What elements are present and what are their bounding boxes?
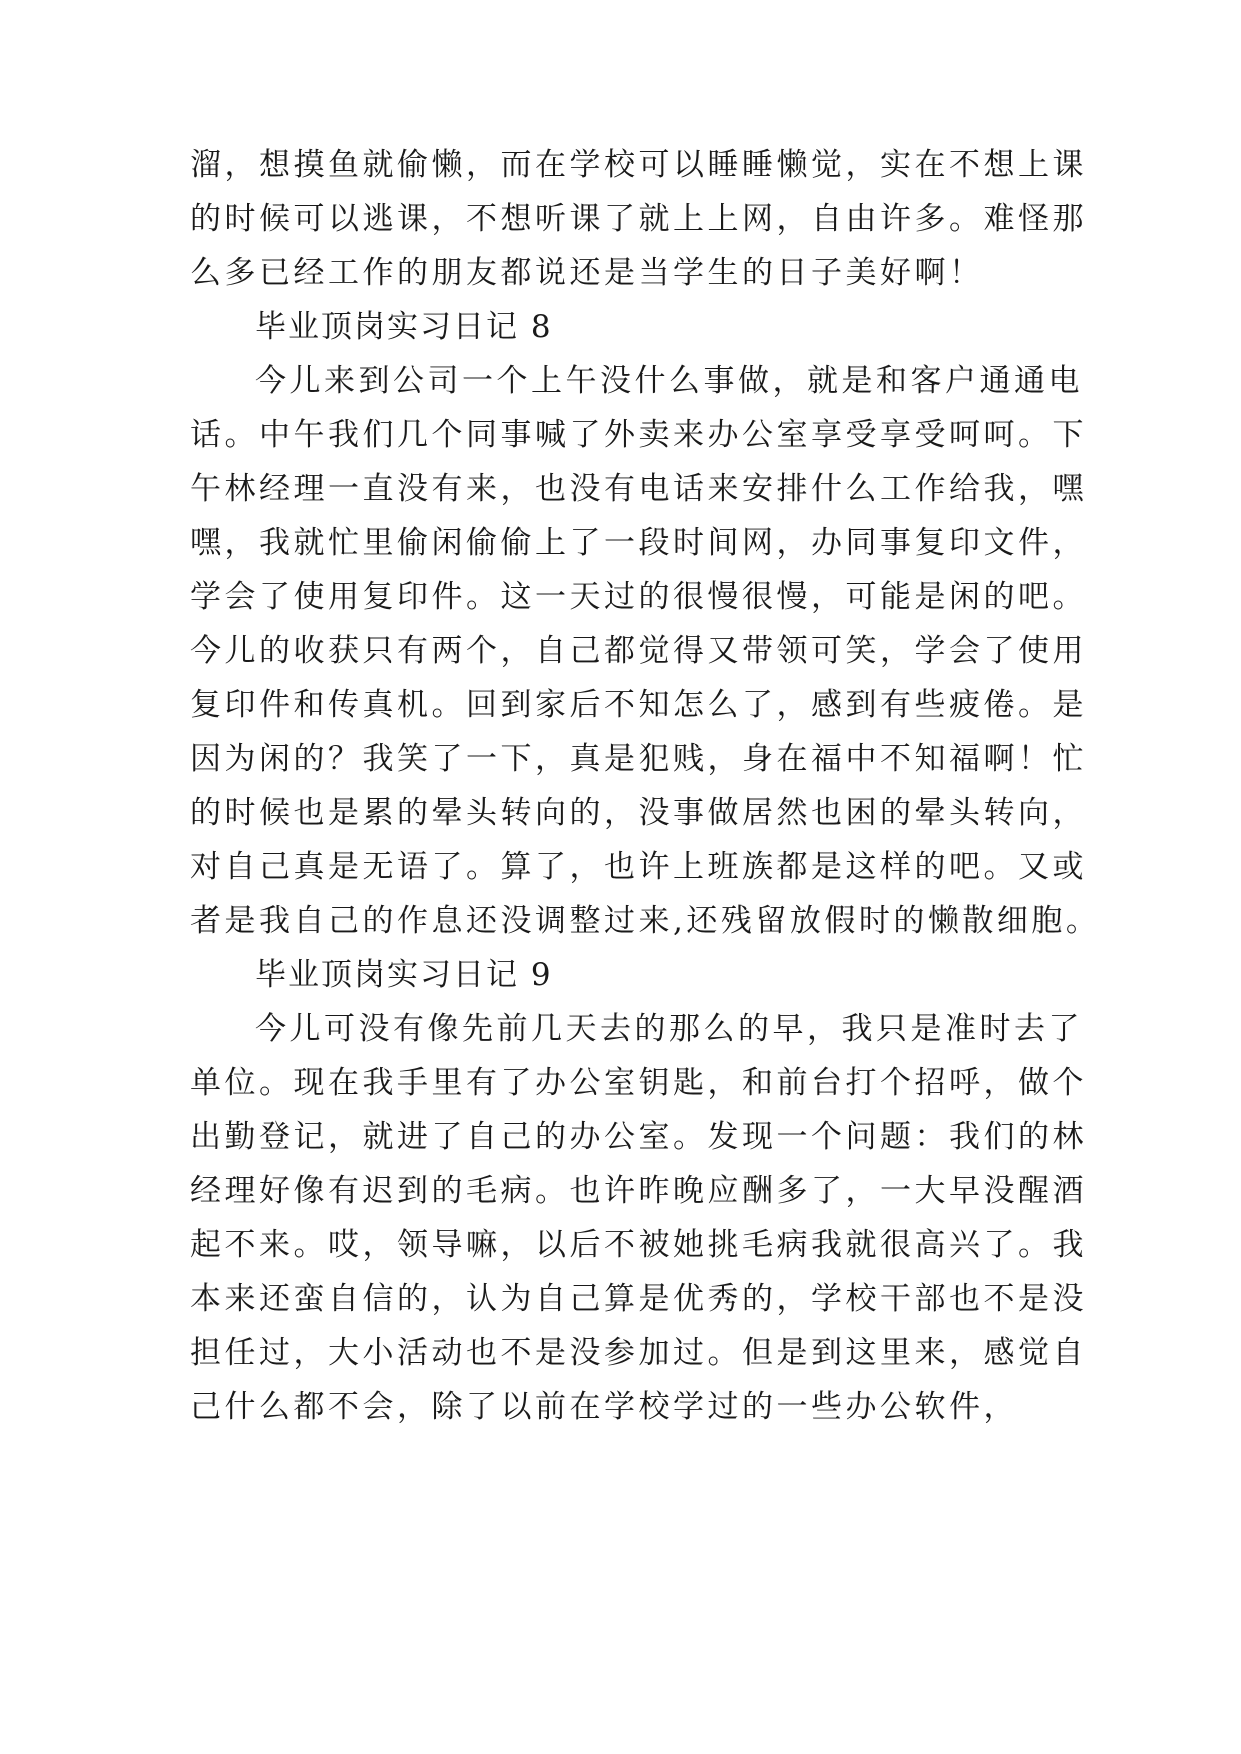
- paragraph-line: 因为闲的？我笑了一下，真是犯贱，身在福中不知福啊！忙: [190, 741, 1087, 777]
- paragraph-line: 话。中午我们几个同事喊了外卖来办公室享受享受呵呵。下: [190, 417, 1087, 453]
- paragraph-line: 今儿可没有像先前几天去的那么的早，我只是准时去了: [255, 1011, 1083, 1047]
- paragraph-line: 午林经理一直没有来，也没有电话来安排什么工作给我，嘿: [190, 471, 1087, 507]
- paragraph-line: 嘿，我就忙里偷闲偷偷上了一段时间网，办同事复印文件，: [190, 525, 1087, 561]
- paragraph-line: 经理好像有迟到的毛病。也许昨晚应酬多了，一大早没醒酒: [190, 1173, 1087, 1209]
- paragraph-line: 单位。现在我手里有了办公室钥匙，和前台打个招呼，做个: [190, 1065, 1087, 1101]
- paragraph-line: 者是我自己的作息还没调整过来,还残留放假时的懒散细胞。: [190, 903, 1101, 939]
- paragraph-line: 今儿来到公司一个上午没什么事做，就是和客户通通电: [255, 363, 1083, 399]
- paragraph-line: 么多已经工作的朋友都说还是当学生的日子美好啊！: [190, 255, 984, 291]
- paragraph-line: 起不来。哎，领导嘛，以后不被她挑毛病我就很高兴了。我: [190, 1227, 1087, 1263]
- paragraph-line: 本来还蛮自信的，认为自己算是优秀的，学校干部也不是没: [190, 1281, 1087, 1317]
- section-heading: 毕业顶岗实习日记 8: [255, 309, 553, 345]
- paragraph-line: 的时候可以逃课，不想听课了就上上网，自由许多。难怪那: [190, 201, 1087, 237]
- paragraph-line: 出勤登记，就进了自己的办公室。发现一个问题：我们的林: [190, 1119, 1087, 1155]
- paragraph-line: 对自己真是无语了。算了，也许上班族都是这样的吧。又或: [190, 849, 1087, 885]
- paragraph-line: 担任过，大小活动也不是没参加过。但是到这里来，感觉自: [190, 1335, 1087, 1371]
- paragraph-line: 今儿的收获只有两个，自己都觉得又带领可笑，学会了使用: [190, 633, 1087, 669]
- paragraph-line: 的时候也是累的晕头转向的，没事做居然也困的晕头转向，: [190, 795, 1087, 831]
- paragraph-line: 复印件和传真机。回到家后不知怎么了，感到有些疲倦。是: [190, 687, 1087, 723]
- paragraph-line: 溜，想摸鱼就偷懒，而在学校可以睡睡懒觉，实在不想上课: [190, 147, 1087, 183]
- paragraph-line: 己什么都不会，除了以前在学校学过的一些办公软件，: [190, 1389, 1018, 1425]
- section-heading: 毕业顶岗实习日记 9: [255, 957, 553, 993]
- paragraph-line: 学会了使用复印件。这一天过的很慢很慢，可能是闲的吧。: [190, 579, 1087, 615]
